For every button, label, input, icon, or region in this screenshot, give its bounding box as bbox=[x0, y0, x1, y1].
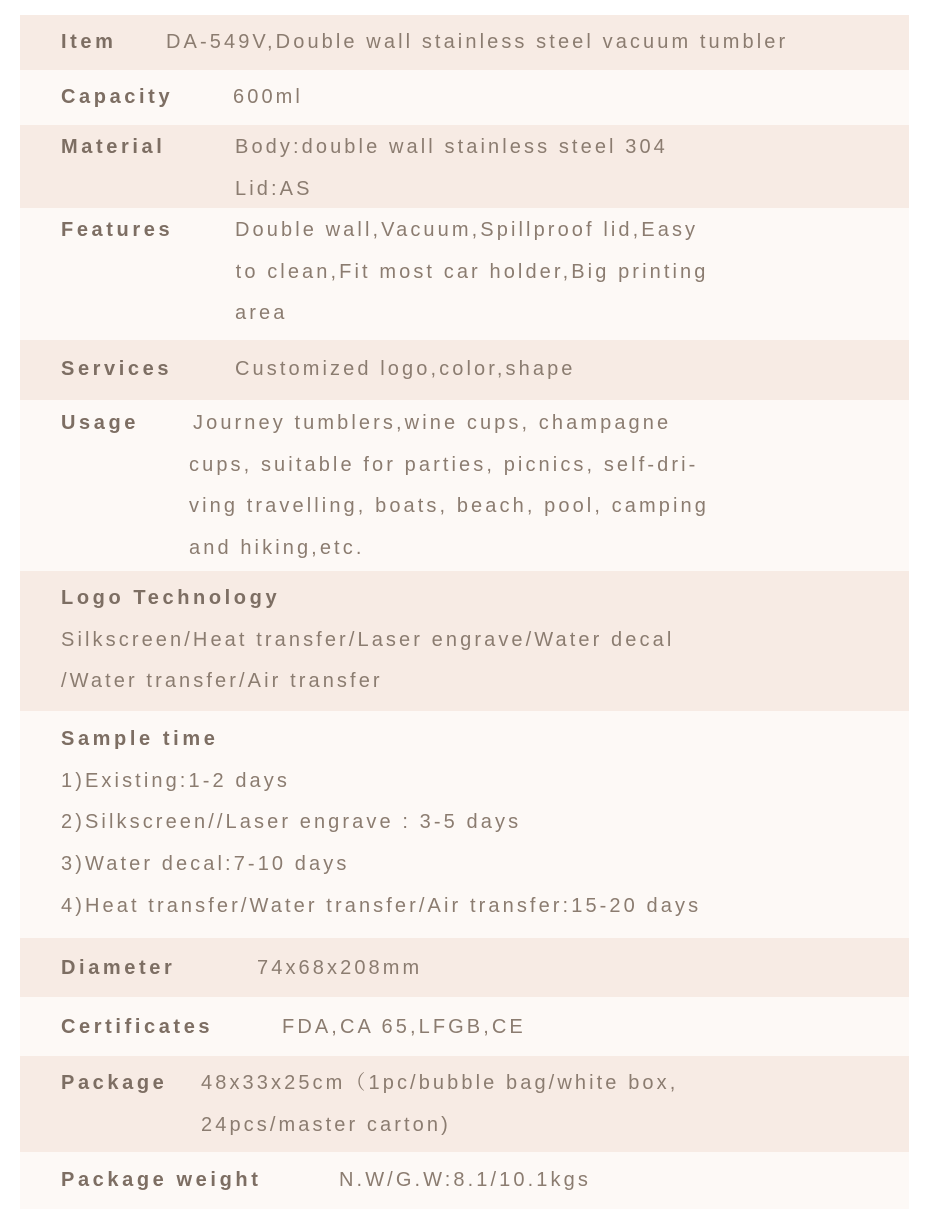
spec-label: Services bbox=[61, 358, 173, 380]
spec-row-package-weight bbox=[20, 1152, 909, 1209]
spec-value-line: 1)Existing:1-2 days bbox=[61, 770, 290, 792]
spec-value-line: area bbox=[235, 302, 288, 324]
spec-row-package bbox=[20, 1056, 909, 1152]
spec-value: FDA,CA 65,LFGB,CE bbox=[282, 1016, 526, 1038]
spec-value: DA-549V,Double wall stainless steel vacuum tumbler bbox=[166, 31, 789, 53]
spec-value: Customized logo,color,shape bbox=[235, 358, 576, 380]
spec-row-material bbox=[20, 125, 909, 208]
spec-row-item bbox=[20, 15, 909, 70]
spec-label: Certificates bbox=[61, 1016, 214, 1038]
spec-row-usage bbox=[20, 400, 909, 571]
spec-value-line: 3)Water decal:7-10 days bbox=[61, 853, 350, 875]
spec-row-certificates bbox=[20, 997, 909, 1056]
spec-value-line: 2)Silkscreen//Laser engrave : 3-5 days bbox=[61, 811, 522, 833]
spec-label: Package weight bbox=[61, 1169, 262, 1191]
spec-label: Diameter bbox=[61, 957, 176, 979]
spec-value-line: Journey tumblers,wine cups, champagne bbox=[193, 412, 672, 434]
spec-label: Usage bbox=[61, 412, 140, 434]
spec-row-sample-time bbox=[20, 711, 909, 938]
spec-label: Package bbox=[61, 1072, 168, 1094]
spec-value-line: Lid:AS bbox=[235, 178, 313, 200]
spec-value-line: 48x33x25cm（1pc/bubble bag/white box, bbox=[201, 1072, 679, 1094]
spec-label: Sample time bbox=[61, 728, 219, 750]
spec-value: N.W/G.W:8.1/10.1kgs bbox=[339, 1169, 591, 1191]
spec-value-line: and hiking,etc. bbox=[189, 537, 365, 559]
spec-row-diameter bbox=[20, 938, 909, 997]
spec-table bbox=[20, 15, 909, 1209]
spec-label: Capacity bbox=[61, 86, 174, 108]
spec-value-line: cups, suitable for parties, picnics, self-dri- bbox=[189, 454, 699, 476]
spec-value-line: /Water transfer/Air transfer bbox=[61, 670, 383, 692]
spec-value-line: to clean,Fit most car holder,Big printing bbox=[227, 261, 709, 283]
spec-value-line: 4)Heat transfer/Water transfer/Air transfer:15-20 days bbox=[61, 895, 702, 917]
spec-value: 600ml bbox=[233, 86, 303, 108]
spec-row-logo-technology bbox=[20, 571, 909, 711]
spec-label: Material bbox=[61, 136, 166, 158]
spec-row-capacity bbox=[20, 70, 909, 125]
spec-label: Features bbox=[61, 219, 174, 241]
spec-value-line: Body:double wall stainless steel 304 bbox=[235, 136, 668, 158]
spec-value-line: Double wall,Vacuum,Spillproof lid,Easy bbox=[235, 219, 699, 241]
spec-label: Item bbox=[61, 31, 117, 53]
spec-value-line: Silkscreen/Heat transfer/Laser engrave/Water decal bbox=[61, 629, 675, 651]
spec-row-services bbox=[20, 340, 909, 400]
spec-row-features bbox=[20, 208, 909, 340]
spec-value-line: 24pcs/master carton) bbox=[201, 1114, 451, 1136]
spec-value: 74x68x208mm bbox=[257, 957, 423, 979]
spec-label: Logo Technology bbox=[61, 587, 281, 609]
spec-value-line: ving travelling, boats, beach, pool, camping bbox=[189, 495, 709, 517]
